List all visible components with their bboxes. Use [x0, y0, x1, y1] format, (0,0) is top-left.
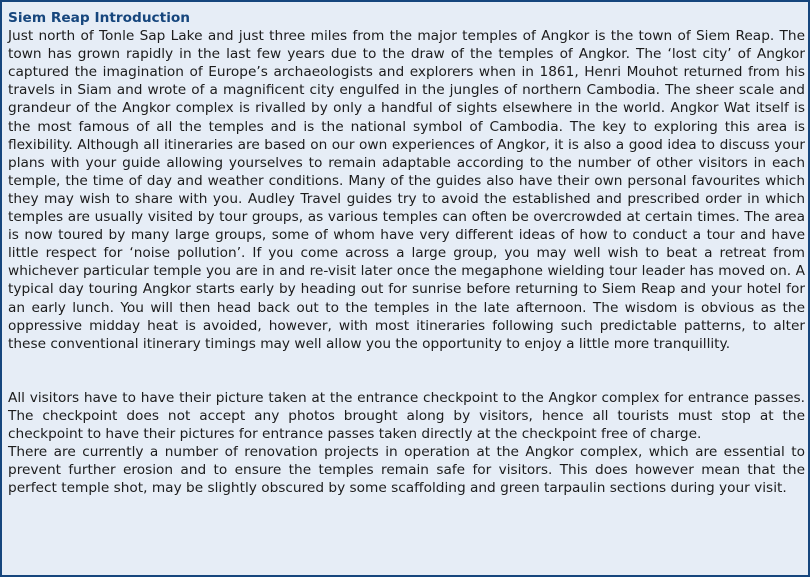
article-paragraph-intro: Just north of Tonle Sap Lake and just three miles from the major temples of Angkor is the town of Siem Reap. The town has grown rapidly in the last few years due to the draw of the temples of Angkor. The ‘lost city’ of Angkor captured the imagination of Europe’s archaeologists and explorers when in 1861, Henri Mouhot returned from his travels in Siam and wrote of a magnificent city engulfed in the jungles of northern Cambodia. The sheer scale and grandeur of the Angkor complex is rivalled by only a handful of sights elsewhere in the world. Angkor Wat itself is the most famous of all the temples and is the national symbol of Cambodia. The key to exploring this area is flexibility. Although all itineraries are based on our own experiences of Angkor, it is also a good idea to discuss your plans with your guide allowing yourselves to remain adaptable according to the number of other visitors in each temple, the time of day and weather conditions. Many of the guides also have their own personal favourites which they may wish to share with you. Audley Travel guides try to avoid the established and prescribed order in which temples are usually visited by tour groups, as various temples can often be overcrowded at certain times. The area is now toured by many large groups, some of whom have very different ideas of how to conduct a tour and have little respect for ‘noise pollution’. If you come across a large group, you may well wish to beat a retreat from whichever particular temple you are in and re-visit later once the megaphone wielding tour leader has moved on. A typical day touring Angkor starts early by heading out for sunrise before returning to Siem Reap and your hotel for an early lunch. You will then head back out to the temples in the late afternoon. The wisdom is obvious as the oppressive midday heat is avoided, however, with most itineraries following such predictable patterns, to alter these conventional itinerary timings may well allow you the opportunity to enjoy a little more tranquillity. — [8, 28, 805, 352]
article-paragraph-renovation: There are currently a number of renovation projects in operation at the Angkor complex, which are essential to prevent further erosion and to ensure the temples remain safe for visitors. This does however mean that the perfect temple shot, may be slightly obscured by some scaffolding and green tarpaulin sections during your visit. — [8, 444, 805, 497]
article-content — [8, 9, 805, 497]
article-title: Siem Reap Introduction — [8, 10, 191, 26]
paragraph-spacer — [8, 353, 805, 389]
article-paragraph-checkpoint: All visitors have to have their picture taken at the entrance checkpoint to the Angkor complex for entrance passes. The checkpoint does not accept any photos brought along by visitors, hence all tourists must stop at the checkpoint to have their pictures for entrance passes taken directly at the checkpoint free of charge. — [8, 389, 805, 442]
